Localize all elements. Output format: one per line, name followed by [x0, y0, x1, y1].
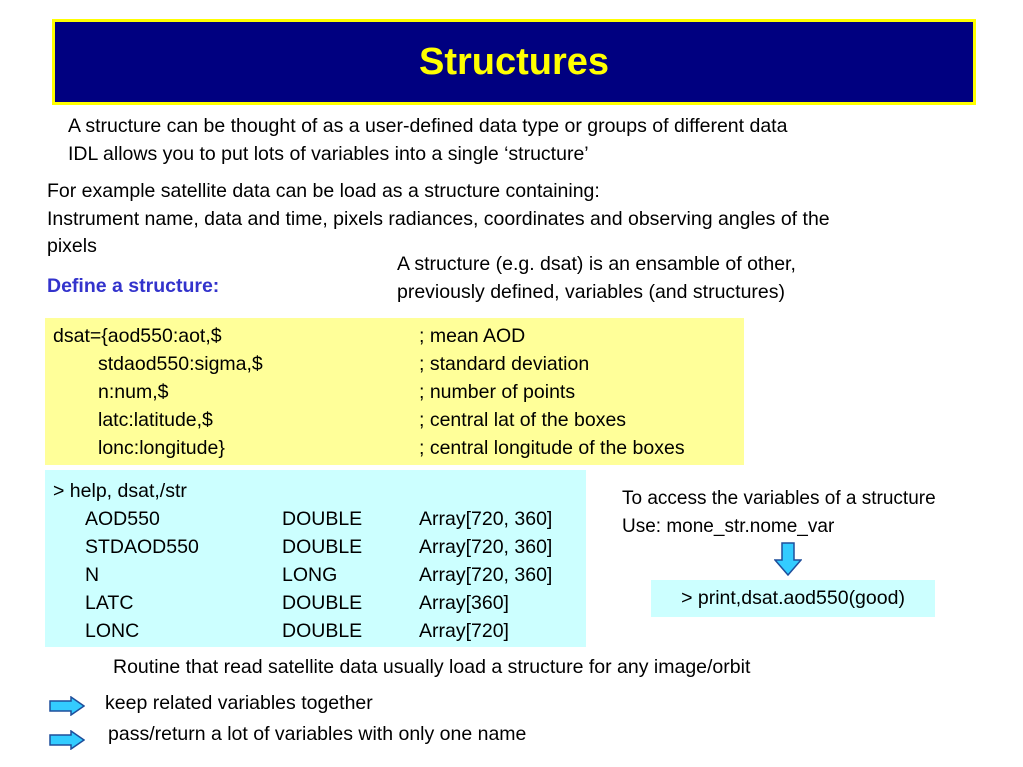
help-var-type: DOUBLE — [282, 620, 363, 642]
code-comment: ; central longitude of the boxes — [419, 437, 685, 459]
help-var-name: N — [85, 564, 100, 586]
down-arrow-icon — [774, 542, 802, 576]
help-var-type: DOUBLE — [282, 592, 363, 614]
code-line — [45, 434, 744, 462]
help-var-type: DOUBLE — [282, 508, 363, 530]
code-text: lonc:longitude} — [98, 437, 225, 459]
help-var-dims: Array[720, 360] — [419, 508, 553, 530]
code-comment: ; mean AOD — [419, 325, 526, 347]
bullet-pass-return: pass/return a lot of variables with only one name — [108, 723, 527, 745]
print-command-box — [651, 580, 935, 617]
title-banner — [52, 19, 976, 105]
help-command-text: > help, dsat,/str — [53, 480, 187, 502]
right-arrow-icon — [49, 696, 85, 716]
help-row — [45, 505, 586, 533]
code-text: dsat={aod550:aot,$ — [53, 325, 222, 347]
bullet-keep-related: keep related variables together — [105, 692, 373, 714]
intro-line-1: A structure can be thought of as a user-defined data type or groups of different data — [68, 115, 788, 137]
help-var-dims: Array[360] — [419, 592, 509, 614]
help-row — [45, 589, 586, 617]
help-var-name: LATC — [85, 592, 134, 614]
help-var-dims: Array[720, 360] — [419, 536, 553, 558]
access-line-1: To access the variables of a structure — [622, 488, 936, 509]
code-comment: ; central lat of the boxes — [419, 409, 627, 431]
code-text: latc:latitude,$ — [98, 409, 213, 431]
print-command-text: > print,dsat.aod550(good) — [681, 587, 905, 609]
slide-title: Structures — [418, 40, 610, 83]
example-line-2: Instrument name, data and time, pixels radiances, coordinates and observing angles of the — [47, 208, 830, 230]
help-row — [45, 617, 586, 645]
intro-line-2: IDL allows you to put lots of variables into a single ‘structure’ — [68, 143, 589, 165]
example-line-3: pixels — [47, 235, 97, 257]
code-line — [45, 350, 744, 378]
right-arrow-icon — [49, 730, 85, 750]
code-comment: ; number of points — [419, 381, 576, 403]
help-var-type: DOUBLE — [282, 536, 363, 558]
ensamble-note-1: A structure (e.g. dsat) is an ensamble of other, — [397, 253, 796, 275]
code-line — [45, 406, 744, 434]
routine-note: Routine that read satellite data usually load a structure for any image/orbit — [113, 656, 751, 678]
help-row — [45, 533, 586, 561]
help-output-box — [45, 470, 586, 647]
example-line-1: For example satellite data can be load as a structure containing: — [47, 180, 600, 202]
code-text: n:num,$ — [98, 381, 169, 403]
code-comment: ; standard deviation — [419, 353, 590, 375]
define-structure-label: Define a structure: — [47, 275, 220, 297]
help-var-type: LONG — [282, 564, 338, 586]
help-var-name: LONC — [85, 620, 140, 642]
help-var-name: STDAOD550 — [85, 536, 199, 558]
ensamble-note-2: previously defined, variables (and structures) — [397, 281, 786, 303]
code-text: stdaod550:sigma,$ — [98, 353, 263, 375]
help-var-dims: Array[720] — [419, 620, 509, 642]
structure-definition-code — [45, 318, 744, 465]
access-line-2: Use: mone_str.nome_var — [622, 516, 835, 537]
help-var-name: AOD550 — [85, 508, 160, 530]
help-row — [45, 561, 586, 589]
code-line — [45, 322, 744, 350]
help-var-dims: Array[720, 360] — [419, 564, 553, 586]
help-command — [45, 477, 586, 505]
code-line — [45, 378, 744, 406]
